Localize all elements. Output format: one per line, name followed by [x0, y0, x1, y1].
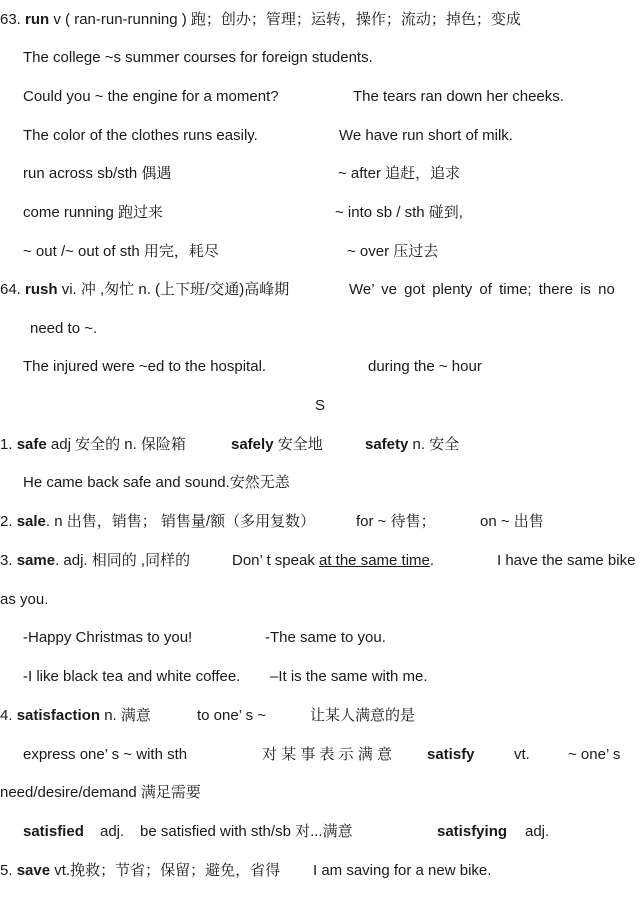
derived-word: satisfying: [437, 823, 508, 840]
section-letter: [0, 396, 640, 416]
part-of-speech: vt.: [514, 746, 530, 763]
headword: satisfaction: [16, 707, 101, 724]
underlined-phrase: at the same time: [319, 552, 430, 569]
definition: 安全地: [273, 436, 323, 453]
example: Don’ t speak: [232, 552, 319, 569]
phrase: need/desire/demand 满足需要: [0, 784, 201, 801]
part-of-speech: adj.: [100, 823, 125, 840]
phrase-row: [0, 783, 640, 803]
example: -I like black tea and white coffee.: [23, 668, 241, 685]
row-64-rush: [0, 280, 640, 300]
derived-word: safety: [365, 436, 409, 453]
definition: n. 满意: [100, 707, 151, 724]
row-5-save: [0, 861, 640, 881]
headword: rush: [25, 281, 58, 298]
phrase: express one’ s ~ with sth: [23, 746, 188, 763]
section-heading: S: [315, 397, 326, 414]
entry-number: 3.: [0, 552, 17, 569]
phrase: ~ after 追赶，追求: [338, 165, 461, 182]
phrase-row: [0, 203, 640, 223]
example: We’ ve got plenty of time; there is no: [349, 281, 615, 298]
phrase: ~ one’ s: [568, 746, 621, 763]
definition: . adj. 相同的 ,同样的: [55, 552, 191, 569]
entry-number: 64.: [0, 281, 26, 298]
phrase-row: [0, 164, 640, 184]
headword: sale: [16, 513, 46, 530]
example-row: [0, 48, 640, 68]
example-row: [0, 319, 640, 339]
phrase: on ~ 出售: [480, 513, 544, 530]
example: We have run short of milk.: [339, 127, 513, 144]
phrase: be satisfied with sth/sb 对...满意: [140, 823, 353, 840]
definition: adj 安全的 n. 保险箱: [46, 436, 186, 453]
derived-row: [0, 822, 640, 842]
example: He came back safe and sound.安然无恙: [23, 474, 290, 491]
entry-heading: [0, 435, 186, 455]
headword: run: [25, 11, 50, 28]
definition: 对 某 事 表 示 满 意: [262, 746, 393, 763]
row-63-run: [0, 10, 640, 30]
example: I have the same bike: [497, 552, 636, 569]
entry-number: 2.: [0, 513, 17, 530]
phrase: during the ~ hour: [368, 358, 482, 375]
derived-word: satisfied: [23, 823, 84, 840]
example: The tears ran down her cheeks.: [353, 88, 564, 105]
example: .: [429, 552, 435, 569]
example-row: [0, 87, 640, 107]
definition: vi. 冲 ,匆忙 n. (上下班/交通)高峰期: [57, 281, 290, 298]
row-2-sale: [0, 512, 640, 532]
part-of-speech: adj.: [525, 823, 550, 840]
row-1-safe: [0, 435, 640, 455]
example-row: [0, 590, 640, 610]
definition: vt.挽救；节省；保留；避免，省得: [50, 862, 281, 879]
definition: v ( ran-run-running ) 跑；创办；管理；运转，操作；流动；掉色；变成: [49, 11, 521, 28]
example-row: [0, 667, 640, 687]
derived-word: safely: [231, 436, 274, 453]
entry-heading: [0, 861, 280, 881]
definition: . n 出售，销售； 销售量/额（多用复数）: [45, 513, 316, 530]
example: I am saving for a new bike.: [313, 862, 492, 879]
phrase: to one’ s ~: [197, 707, 267, 724]
headword: save: [16, 862, 51, 879]
example-row: [0, 473, 640, 493]
headword: safe: [16, 436, 47, 453]
entry-heading: [0, 280, 289, 300]
phrase: run across sb/sth 偶遇: [23, 165, 172, 182]
example-row: [0, 357, 640, 377]
entry-heading: [0, 551, 190, 571]
phrase: ~ over 压过去: [347, 243, 439, 260]
example: Could you ~ the engine for a moment?: [23, 88, 279, 105]
phrase-row: [0, 242, 640, 262]
entry-heading: [0, 512, 315, 532]
derived-word: satisfy: [427, 746, 475, 763]
entry-number: 63.: [0, 11, 26, 28]
example-row: [0, 126, 640, 146]
row-3-same: [0, 551, 640, 571]
example: -The same to you.: [265, 629, 386, 646]
definition: 让某人满意的是: [310, 707, 416, 724]
entry-heading: [0, 10, 521, 30]
row-4-satisfaction: [0, 706, 640, 726]
phrase: ~ into sb / sth 碰到,: [335, 204, 463, 221]
entry-number: 1.: [0, 436, 17, 453]
entry-number: 4.: [0, 707, 17, 724]
example: The color of the clothes runs easily.: [23, 127, 258, 144]
headword: same: [16, 552, 56, 569]
definition: n. 安全: [408, 436, 460, 453]
example: need to ~.: [30, 320, 98, 337]
example: The injured were ~ed to the hospital.: [23, 358, 267, 375]
example: -Happy Christmas to you!: [23, 629, 193, 646]
example: The college ~s summer courses for foreign students.: [23, 49, 373, 66]
example: as you.: [0, 591, 49, 608]
entry-number: 5.: [0, 862, 17, 879]
phrase: ~ out /~ out of sth 用完，耗尽: [23, 243, 219, 260]
phrase-row: [0, 745, 640, 765]
example-row: [0, 628, 640, 648]
example: –It is the same with me.: [270, 668, 428, 685]
entry-heading: [0, 706, 151, 726]
phrase: come running 跑过来: [23, 204, 164, 221]
phrase: for ~ 待售；: [356, 513, 436, 530]
